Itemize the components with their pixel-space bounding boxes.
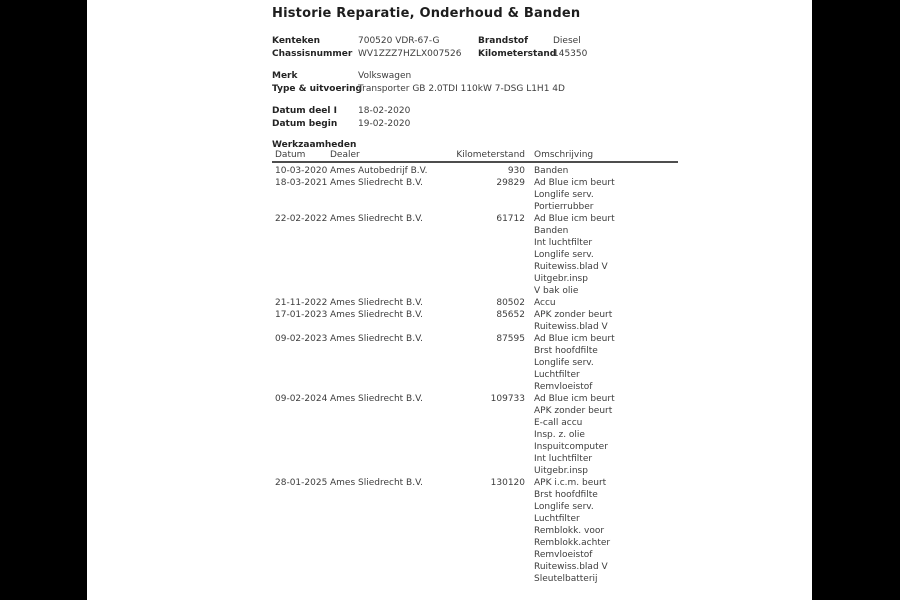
- description-line: Ad Blue icm beurt: [534, 178, 615, 188]
- description-line: Ad Blue icm beurt: [534, 394, 615, 404]
- table-row: [272, 477, 712, 585]
- column-header-dealer: Dealer: [330, 150, 360, 160]
- visit-dealer: Ames Sliedrecht B.V.: [330, 214, 423, 224]
- visit-date: 17-01-2023: [275, 310, 328, 320]
- vehicle-info-row: [272, 105, 792, 118]
- description-line: Ruitewiss.blad V: [534, 562, 608, 572]
- description-line: Remvloeistof: [534, 550, 593, 560]
- description-line: Insp. z. olie: [534, 430, 585, 440]
- visit-date: 09-02-2024: [275, 394, 328, 404]
- description-line: V bak olie: [534, 286, 579, 296]
- description-line: Remblokk. voor: [534, 526, 605, 536]
- description-line: Brst hoofdfilte: [534, 490, 598, 500]
- table-row: [272, 297, 712, 309]
- visit-descriptions: [534, 393, 712, 477]
- visit-mileage: 130120: [490, 478, 525, 488]
- description-line: Portierrubber: [534, 202, 594, 212]
- description-line: Luchtfilter: [534, 370, 580, 380]
- visit-mileage: 87595: [496, 334, 525, 344]
- description-line: Longlife serv.: [534, 190, 594, 200]
- table-row: [272, 309, 712, 333]
- description-line: Remblokk.achter: [534, 538, 611, 548]
- vehicle-info-row: [272, 35, 792, 48]
- description-line: Brst hoofdfilte: [534, 346, 598, 356]
- field-value-datum-begin: 19-02-2020: [358, 119, 411, 129]
- field-label-kilometerstand: Kilometerstand: [478, 49, 557, 59]
- visit-mileage: 29829: [496, 178, 525, 188]
- field-value-kenteken: 700520 VDR-67-G: [358, 36, 440, 46]
- description-line: Ruitewiss.blad V: [534, 262, 608, 272]
- visit-mileage: 85652: [496, 310, 525, 320]
- description-line: Banden: [534, 166, 569, 176]
- visit-dealer: Ames Sliedrecht B.V.: [330, 298, 423, 308]
- visit-descriptions: [534, 213, 712, 297]
- visit-descriptions: [534, 309, 712, 333]
- description-line: Uitgebr.insp: [534, 466, 588, 476]
- field-value-datum-deel-1: 18-02-2020: [358, 106, 411, 116]
- table-row: [272, 177, 712, 213]
- description-line: Uitgebr.insp: [534, 274, 588, 284]
- visit-mileage: 930: [507, 166, 525, 176]
- description-line: E-call accu: [534, 418, 583, 428]
- field-label-type-uitvoering: Type & uitvoering: [272, 84, 362, 94]
- visit-descriptions: [534, 177, 712, 213]
- field-label-datum-deel-1: Datum deel I: [272, 106, 337, 116]
- description-line: Longlife serv.: [534, 502, 594, 512]
- description-line: Inspuitcomputer: [534, 442, 608, 452]
- column-header-kilometerstand: Kilometerstand: [456, 150, 525, 160]
- description-line: Ad Blue icm beurt: [534, 334, 615, 344]
- visit-date: 10-03-2020: [275, 166, 328, 176]
- field-label-brandstof: Brandstof: [478, 36, 528, 46]
- visit-descriptions: [534, 333, 712, 393]
- field-value-type-uitvoering: Transporter GB 2.0TDI 110kW 7-DSG L1H1 4D: [358, 84, 565, 94]
- description-line: Int luchtfilter: [534, 238, 593, 248]
- table-row: [272, 393, 712, 477]
- visit-dealer: Ames Sliedrecht B.V.: [330, 394, 423, 404]
- page-title: Historie Reparatie, Onderhoud & Banden: [272, 6, 581, 21]
- vehicle-info-row: [272, 70, 792, 83]
- table-row: [272, 213, 712, 297]
- field-value-merk: Volkswagen: [358, 71, 412, 81]
- description-line: Longlife serv.: [534, 358, 594, 368]
- visit-dealer: Ames Sliedrecht B.V.: [330, 178, 423, 188]
- vehicle-info-row: [272, 48, 792, 61]
- description-line: APK i.c.m. beurt: [534, 478, 607, 488]
- field-value-kilometerstand: 145350: [553, 49, 588, 59]
- field-value-chassisnummer: WV1ZZZ7HZLX007526: [358, 49, 462, 59]
- table-header-divider: [272, 161, 678, 163]
- document-content: [272, 0, 792, 600]
- visit-dealer: Ames Sliedrecht B.V.: [330, 334, 423, 344]
- visit-descriptions: [534, 297, 712, 309]
- worklog-heading: Werkzaamheden: [272, 140, 357, 150]
- field-value-brandstof: Diesel: [553, 36, 581, 46]
- visit-date: 22-02-2022: [275, 214, 328, 224]
- visit-dealer: Ames Sliedrecht B.V.: [330, 478, 423, 488]
- column-header-datum: Datum: [275, 150, 306, 160]
- vehicle-info-row: [272, 118, 792, 131]
- description-line: Banden: [534, 226, 569, 236]
- description-line: Remvloeistof: [534, 382, 593, 392]
- visit-dealer: Ames Autobedrijf B.V.: [330, 166, 428, 176]
- description-line: Sleutelbatterij: [534, 574, 598, 584]
- description-line: APK zonder beurt: [534, 406, 613, 416]
- visit-date: 28-01-2025: [275, 478, 328, 488]
- field-label-kenteken: Kenteken: [272, 36, 320, 46]
- table-row: [272, 333, 712, 393]
- vehicle-info-row: [272, 83, 792, 96]
- document-page: [87, 0, 812, 600]
- worklog-table-header: [272, 149, 678, 161]
- worklog-table-body: [272, 165, 712, 585]
- visit-date: 18-03-2021: [275, 178, 328, 188]
- field-label-chassisnummer: Chassisnummer: [272, 49, 353, 59]
- column-header-omschrijving: Omschrijving: [534, 150, 594, 160]
- visit-date: 09-02-2023: [275, 334, 328, 344]
- description-line: Int luchtfilter: [534, 454, 593, 464]
- description-line: Accu: [534, 298, 556, 308]
- description-line: Ad Blue icm beurt: [534, 214, 615, 224]
- table-row: [272, 165, 712, 177]
- description-line: Ruitewiss.blad V: [534, 322, 608, 332]
- description-line: APK zonder beurt: [534, 310, 613, 320]
- visit-descriptions: [534, 477, 712, 585]
- visit-descriptions: [534, 165, 712, 177]
- visit-date: 21-11-2022: [275, 298, 328, 308]
- visit-mileage: 109733: [490, 394, 525, 404]
- field-label-datum-begin: Datum begin: [272, 119, 338, 129]
- visit-mileage: 80502: [496, 298, 525, 308]
- description-line: Longlife serv.: [534, 250, 594, 260]
- description-line: Luchtfilter: [534, 514, 580, 524]
- visit-dealer: Ames Sliedrecht B.V.: [330, 310, 423, 320]
- visit-mileage: 61712: [496, 214, 525, 224]
- field-label-merk: Merk: [272, 71, 298, 81]
